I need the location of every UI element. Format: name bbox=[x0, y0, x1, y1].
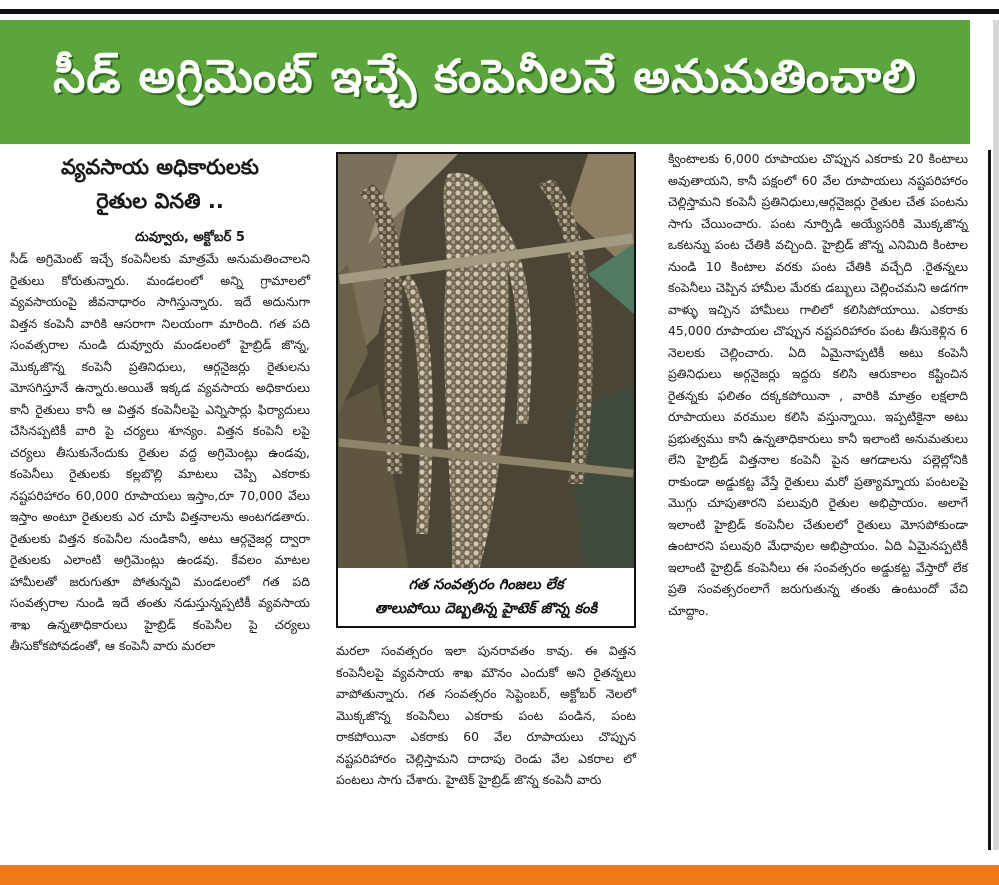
article-text-col-1: సీడ్ అగ్రిమెంట్ ఇచ్చే కంపెనీలకు మాత్రమే అనుమతించాలని రైతులు కోరుతున్నారు. మండలంలో అన్ని గ్రామాలలో వ్యవసాయంపై జీవనాధారం సాగిస్తున్నారు. ఇదే అదునుగా విత్తన కంపెనీ వారికి ఆసరాగా నిలయంగా మారింది. గత పది సంవత్సరాల నుండి దువ్వూరు మండలంలో హైబ్రిడ్ జొన్న, మొక్కజొన్న కంపెనీ ప్రతినిధులు, ఆర్గనైజర్లు రైతులను మోసగిస్తూనే ఉన్నారు.అయితే ఇక్కడ వ్యవసాయ అధికారులు కానీ రైతులు కానీ ఆ విత్తన కంపెనీలపై ఎన్నిసార్లు ఫిర్యాదులు చేసినప్పటికీ వారి పై చర్యలు శూన్యం. విత్తన కంపెనీ లపై చర్యలు తీసుకునేందుకు రైతుల వద్ద అగ్రిమెంట్లు ఉండవు, కంపెనీలు రైతులకు కల్లబొల్లి మాటలు చెప్పి ఎకరాకు నష్టపరిహారం 60,000 రూపాయలు ఇస్తాం,రూ 70,000 వేలు ఇస్తాం అంటూ రైతులకు ఎర చూపి విత్తనాలను అంటగడతారు. రైతులకు విత్తన కంపెనీల నుండికానీ, అటు ఆర్గనైజర్ల ద్వారా రైతులకు ఎలాంటి అగ్రిమెంట్లు ఉండవు. కేవలం మాటల హామీలతో జరుగుతూ పోతున్నవి మండలంలో గత పది సంవత్సరాల నుండి ఇదే తంతు నడుస్తున్నప్పటికీ వ్యవసాయ శాఖ ఉన్నతాధికారులు హైబ్రిడ్ కంపెనీల పై చర్యలు తీసుకోకపోవడంతో, ఆ కంపెనీ వారు మరలా bbox=[10, 251, 310, 653]
headline: సీడ్ అగ్రిమెంట్ ఇచ్చే కంపెనీలనే అనుమతించాలి bbox=[53, 49, 917, 103]
dateline: దువ్వూరు, అక్టోబర్ 5 bbox=[135, 230, 245, 245]
subheadline bbox=[10, 150, 310, 218]
headline-banner bbox=[0, 20, 970, 144]
article-text-col-3: క్వింటాలకు 6,000 రూపాయల చొప్పున ఎకరాకు 20 కింటాలు అవుతాయని, కానీ పక్షంలో 60 వేల రూపాయలు నష్టపరిహారం చెల్లిస్తామని కంపెనీ ప్రతినిధులు,ఆర్గనైజర్లు రైతుల చేత పంటను సాగు చేయించారు. పంట నూర్పిడి అయ్యేసరికి మొక్కజొన్న ఒకటన్ను పంట చేతికి వచ్చింది. హైబ్రిడ్ జొన్న ఎనిమిది కింటాల నుండి 10 కింటాల వరకు పంట చేతికి వచ్చేది .రైతన్నలు కంపెనీలు చెప్పిన హామీల మేరకు డబ్బులు చెల్లించమని అడగగా వాళ్ళు ఇచ్చిన హామీలు గాలిలో కలిసిపోయాయి. ఎకరాకు 45,000 రూపాయల చొప్పున నష్టపరిహారం పంట తీసుకెళ్లిన 6 నెలలకు చెల్లించారు. ఏది ఏమైనాప్పటికీ అటు కంపెనీ ప్రతినిధులు అర్గనైజర్లు ఇద్దరు కలిసి ఆరుకాలం కష్టించిన రైతన్నకు ఫలితం దక్కకపోయినా , వారికి మాత్రం లక్షలాది రూపాయలు వరముల కలిసి వస్తున్నాయి. ఇప్పటికైనా అటు ప్రభుత్వము కానీ ఉన్నతాధికారులు కానీ ఇలాంటి అనుమతులు లేని హైబ్రిడ్ విత్తనాల కంపెనీ పైన ఆగడాలను పల్లెల్లోనికి రాకుండా అడ్డుకట్ట వేస్తే రైతులు మరో ప్రత్యామ్నాయ పంటలపై మొగ్గు చూపుతారని పలువురి రైతుల అభిప్రాయం. అలాగే ఇలాంటి హైబ్రిడ్ కంపెనీల చేతులలో రైతులు మోసపోకుండా ఉంటారని పలువురి మేధావుల అభిప్రాయం. ఏది ఏమైనప్పటికీ ఇలాంటి హైబ్రిడ్ కంపెనీలు ఈ సంవత్సరం అడ్డుకట్ట వేస్తారో లేక ప్రతి సంవత్సరంలాగే జరుగుతున్న తంతు ఉంటుందో వేచి చూద్దాం. bbox=[668, 151, 968, 618]
photo-caption-line-2: తాలుపోయి దెబ్బతిన్న హైటెక్ జొన్న కంకి bbox=[374, 601, 598, 617]
article-column-3 bbox=[668, 148, 968, 621]
right-edge-strip bbox=[993, 20, 999, 850]
crop-photo bbox=[336, 152, 636, 628]
article-column-2 bbox=[336, 640, 636, 791]
top-rule bbox=[0, 0, 999, 14]
right-column-rule bbox=[988, 150, 991, 850]
photo-caption bbox=[338, 568, 634, 626]
bottom-orange-bar bbox=[0, 865, 999, 885]
article-text-col-2: మరలా సంవత్సరం ఇలా పునరావతం కావు. ఈ విత్తన కంపెనీలపై వ్యవసాయ శాఖ మౌనం ఎందుకో అని రైతన్నలు వాపోతున్నారు. గత సంవత్సరం సెప్టెంబర్, అక్టోబర్ నెలలో మొక్కజొన్న కంపెనీలు ఎకరాకు పంట పండిన, పంట రాకపోయినా ఎకరాకు 60 వేల రూపాయలు చొప్పున నష్టపరిహారం చెల్లిస్తామని దాదాపు రెండు వేల ఎకరాల లో పంటలు సాగు చేశారు. హైటెక్ హైబ్రిడ్ జొన్న కంపెనీ వారు bbox=[336, 643, 636, 787]
subheadline-line-2: రైతుల వినతి .. bbox=[96, 189, 224, 213]
article-column-1 bbox=[10, 150, 310, 657]
sorghum-photo-illustration bbox=[338, 154, 634, 626]
photo-caption-line-1: గత సంవత్సరం గింజలు లేక bbox=[408, 577, 564, 593]
subheadline-line-1: వ్యవసాయ అధికారులకు bbox=[61, 155, 259, 179]
